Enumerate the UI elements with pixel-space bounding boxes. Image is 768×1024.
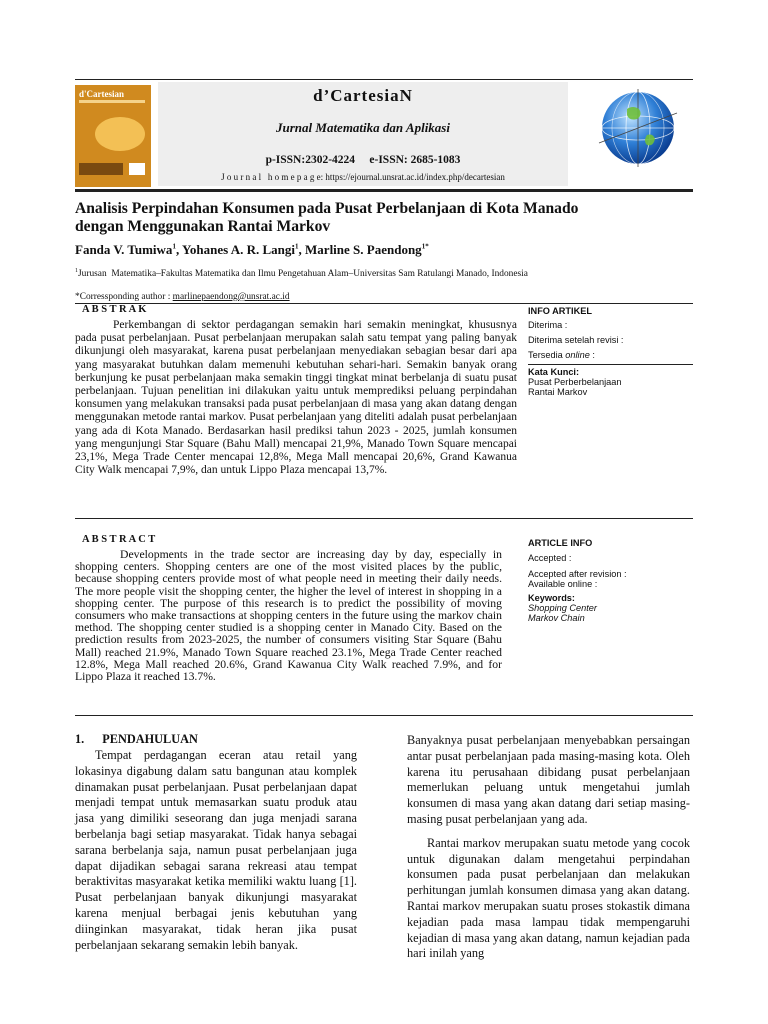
article-title [75,200,695,236]
diterima-label: Diterima : [528,320,568,330]
intro-right-column [407,733,690,962]
keyword-item: Pusat Perberbelanjaan [528,377,622,387]
homepage-url[interactable]: https://ejournal.unsrat.ac.id/index.php/decartesian [325,172,505,182]
abstrak-text: Perkembangan di sektor perdagangan semakin hari semakin meningkat, khususnya pada pusat perbelanjaan. Pusat perbelanjaan merupakan salah satu tempat yang paling banyak dikunjungi oleh masyarakat, karena pusat perbelanjaan menyediakan sebagian besar dari apa yang masyarakat butuhkan dalam memenuhi kebutuhan sehari-hari. Semakin banyak orang berkunjung ke pusat perbelanjaan maka semakin tinggi tingkat minat berbelanja di suatu pusat perbelanjaan. Tujuan penelitian ini dilakukan yaitu untuk memprediksi peluang perpindahan konsumen yang melakukan transaksi pada pusat perbelanjaan di masa yang akan datang dengan menggunakan metode rantai markov. Pusat perbelanjaan yang diteliti adalah pusat perbelanjaan yang ada di Kota Manado. Berdasarkan hasil prediksi tahun 2023 - 2025, jumlah konsumen yang mengunjungi Star Square (Bahu Mall) mencapai 21,9%, Manado Town Square mencapai 23,1%, Mega Trade Center mencapai 12,8%, Mega Mall mencapai 20,6%, Grand Kawanua City Walk mencapai 7,9%, dan untuk Lippo Plaza mencapai 13,7%. [75,319,517,477]
info-artikel-divider [528,364,693,365]
journal-name: d’CartesiaN [313,86,413,105]
available-online-label: Available online : [528,579,598,589]
section-heading: 1. PENDAHULUAN [75,732,198,746]
author-affiliation: $^1$Jurusan Matematika–Fakultas Matematika dan Ilmu Pengetahuan Alam–Universitas Sam Ratulangi Manado, Indonesia [75,268,528,280]
keyword-item: Markov Chain [528,613,585,623]
article-title-line2: dengan Menggunakan Rantai Markov [75,218,331,235]
info-artikel-heading: INFO ARTIKEL [528,306,592,316]
keyword-item: Rantai Markov [528,387,588,397]
intro-right-paragraph: Rantai markov merupakan suatu metode yang cocok untuk digunakan dalam mengetahui perpindahan konsumen pada pusat perbelanjaan dan melakukan perhitungan jumlah konsumen dimasa yang akan datang. Rantai markov merupakan suatu proses stokastik dimana kejadian pada masa lampau tidak mempengaruhi kejadian di masa yang akan datang, namun kejadian pada hari inilah yang [407,835,690,961]
journal-header-box [158,82,568,186]
article-info-panel [528,538,693,623]
abstract-heading: A B S T R A C T [82,534,156,545]
homepage-label: J o u r n a l h o m e p a g e: [221,172,324,182]
kata-kunci-heading: Kata Kunci: [528,367,580,377]
journal-homepage [158,172,568,182]
journal-cover-image [75,85,151,187]
abstrak-top-rule [75,303,693,304]
keyword-item: Shopping Center [528,603,597,613]
article-title-line1: Analisis Perpindahan Konsumen pada Pusat Perbelanjaan di Kota Manado [75,200,579,217]
author-name: Yohanes A. R. Langi [181,242,296,257]
author-name: Fanda V. Tumiwa [75,242,173,257]
info-artikel-panel [528,306,693,397]
intro-right-paragraph: Banyaknya pusat perbelanjaan menyebabkan persaingan antar pusat perbelanjaan pada masing-masing kota. Oleh karena itu perusahaan dibidang pusat perbelanjaan memerlukan peluang untuk mengetahui jumlah konsumen di masa yang akan datang dari setiap masing-masing pusat perbelanjaan yang ada. [407,733,690,826]
diterima-revisi-label: Diterima setelah revisi : [528,335,624,345]
keywords-heading: Keywords: [528,593,575,603]
cover-title: d'Cartesian [79,89,124,99]
abstract-top-rule [75,518,693,519]
globe-logo-icon [597,87,679,169]
accepted-label: Accepted : [528,553,572,563]
article-info-heading: ARTICLE INFO [528,538,593,548]
abstrak-heading: A B S T R A K [82,304,147,315]
corresponding-author: *Corressponding author : marlinepaendong@unsrat.ac.id [75,292,290,302]
journal-subtitle: Jurnal Matematika dan Aplikasi [276,120,450,135]
header-bottom-rule [75,189,693,192]
journal-issn: p-ISSN:2302-4224 e-ISSN: 2685-1083 [265,154,461,166]
header-top-rule [75,79,693,80]
intro-left-paragraph: Tempat perdagangan eceran atau retail yang lokasinya digabung dalam satu bangunan atau komplek dinamakan pusat perbelanjaan. Pusat perbelanjaan dapat menjadi tempat untuk memasarkan suatu produk atau jasa yang dimiliki seseorang dan juga menjadi sarana berbelanja bagi setiap masyarakat. Tidak hanya sebagai sarana berbelanja saja, namun pusat perbelanjaan juga dapat dijadikan sebagai sarana rekreasi atau tempat beraktivitas masyarakat ketika memiliki waktu luang [1]. Pusat perbelanjaan banyak dikunjungi masyarakat karena menjual berbagai jenis kebutuhan yang diinginkan masyarakat, tidak heran jika pusat perbelanjaan sekarang semakin lebih banyak. [75,748,357,952]
body-top-rule [75,715,693,716]
author-name: Marline S. Paendong [305,242,422,257]
author-list: Fanda V. Tumiwa$^1$, Yohanes A. R. Langi$^1$, Marline S. Paendong$^{1*}$ [75,242,429,257]
abstract-text: Developments in the trade sector are increasing day by day, especially in shopping centers. Shopping centers are one of the most visited places by the public, because shopping centers provide most of what people need in meeting their daily needs. The more people visit the shopping center, the higher the level of interest in shopping in a shopping center. The purpose of this research is to predict the possibility of moving consumers who make transactions at shopping centers in the future using the markov chain method. The shopping center studied is a shopping center in Manado City. Based on the prediction results from 2023-2025, the number of consumers visiting Star Square (Bahu Mall) reached 21.9%, Manado Town Square reached 23.1%, Mega Trade Center reached 12.8%, Mega Mall reached 20.6%, Grand Kawanua City Walk reached 7.9%, and for Lippo Plaza it reached 13.7%. [75,548,502,684]
accepted-revision-label: Accepted after revision : [528,569,627,579]
tersedia-label: Tersedia online : [528,350,595,360]
corresponding-email-link[interactable]: marlinepaendong@unsrat.ac.id [172,292,290,302]
